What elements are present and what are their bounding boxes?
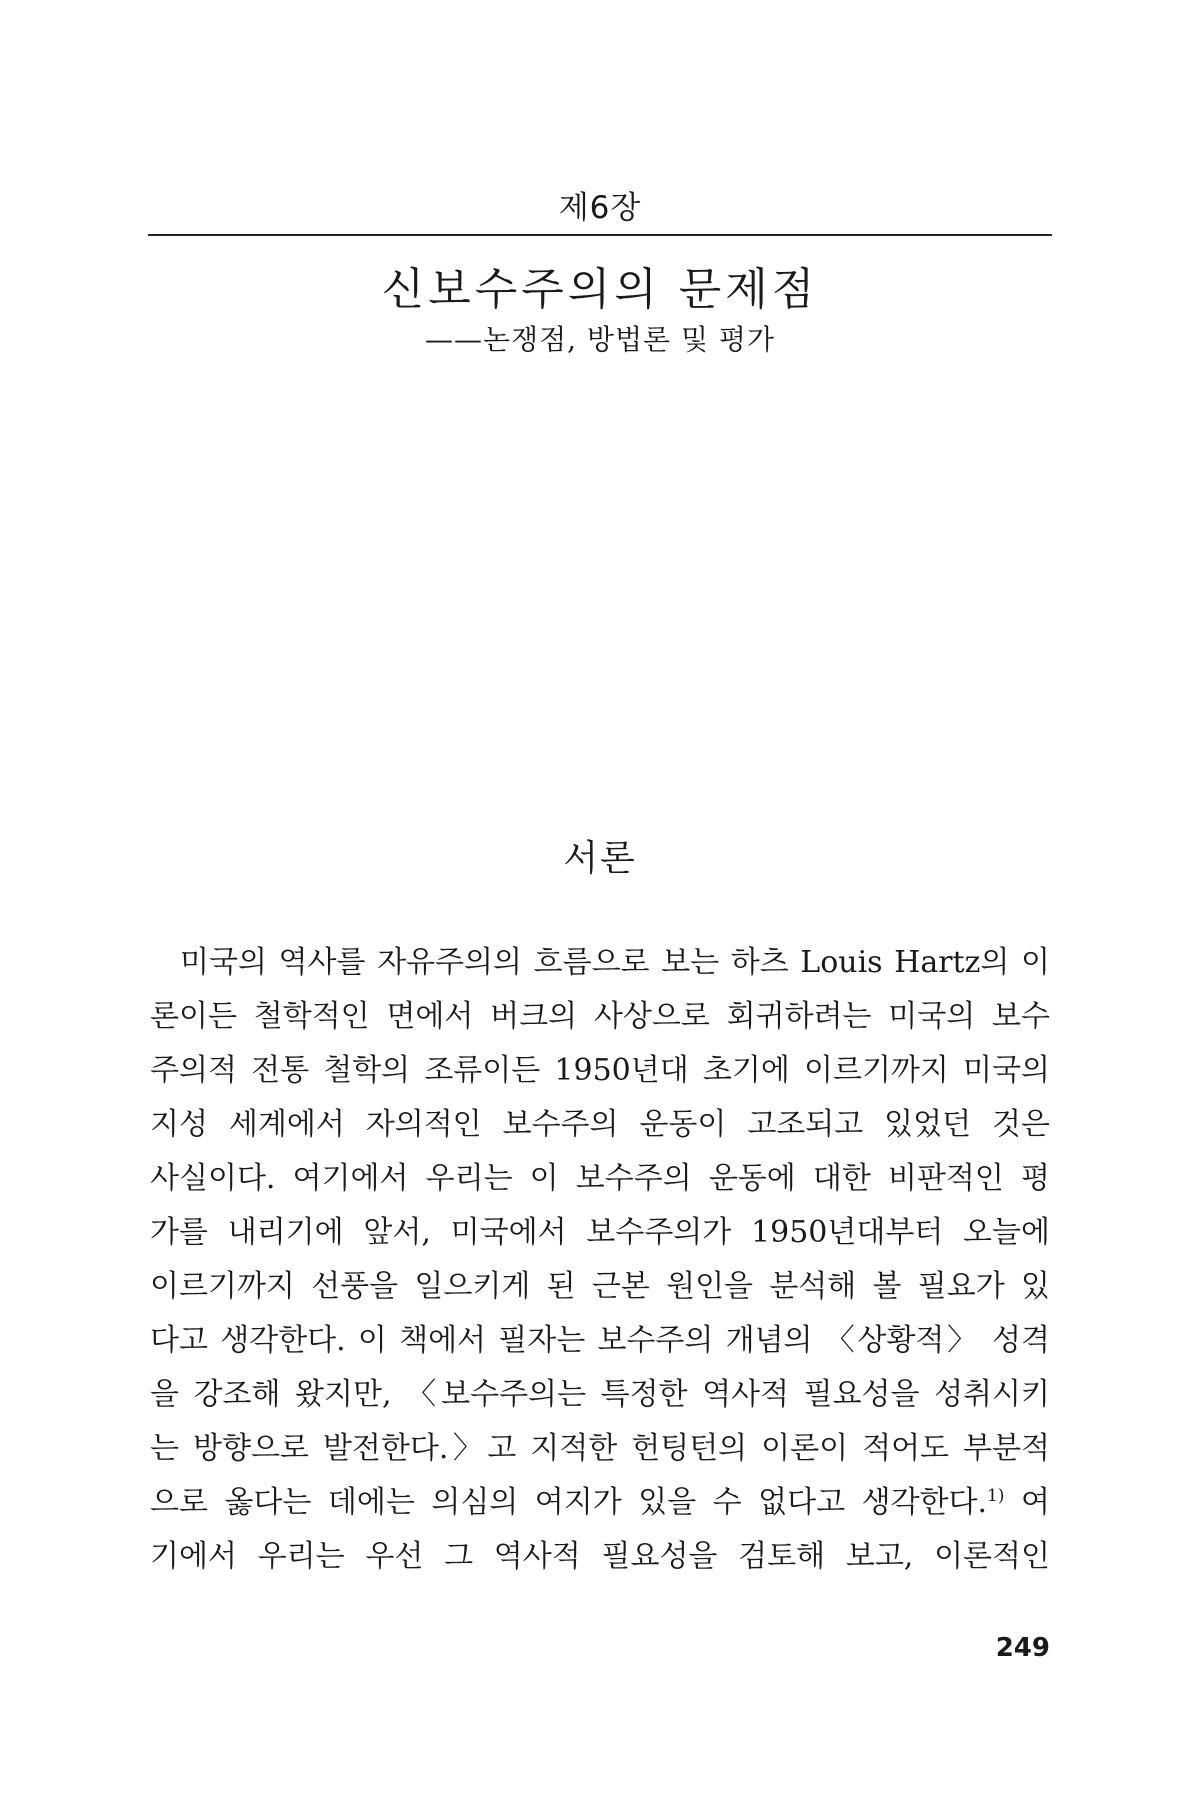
body-line: 주의적 전통 철학의 조류이든 1950년대 초기에 이르기까지 미국의 xyxy=(150,1053,1050,1088)
body-line: 이르기까지 선풍을 일으키게 된 근본 원인을 분석해 볼 필요가 있 xyxy=(150,1269,1050,1304)
chapter-divider-rule xyxy=(148,234,1052,236)
chapter-title: 신보수주의의 문제점 xyxy=(381,264,819,315)
body-line-with-footnote xyxy=(150,1476,1050,1530)
body-line: 을 강조해 왔지만, 〈보수주의는 특정한 역사적 필요성을 성취시키 xyxy=(150,1377,1050,1412)
body-line: 다고 생각한다. 이 책에서 필자는 보수주의 개념의 〈상황적〉 성격 xyxy=(150,1323,1050,1358)
chapter-label: 제6장 xyxy=(558,190,642,226)
body-line: 미국의 역사를 자유주의의 흐름으로 보는 하츠 Louis Hartz의 이 xyxy=(180,945,1050,980)
page-number: 249 xyxy=(995,1633,1050,1663)
body-line: 는 방향으로 발전한다.〉고 지적한 헌팅턴의 이론이 적어도 부분적 xyxy=(150,1431,1050,1466)
body-line: 가를 내리기에 앞서, 미국에서 보수주의가 1950년대부터 오늘에 xyxy=(150,1215,1050,1250)
body-line-tail: 여 xyxy=(1021,1485,1050,1520)
body-line: 사실이다. 여기에서 우리는 이 보수주의 운동에 대한 비판적인 평 xyxy=(150,1161,1050,1196)
chapter-subtitle: ——논쟁점, 방법론 및 평가 xyxy=(424,323,776,356)
section-heading: 서론 xyxy=(563,838,637,879)
body-line-text: 으로 옳다는 데에는 의심의 여지가 있을 수 없다고 생각한다. xyxy=(150,1485,988,1520)
footnote-marker: 1) xyxy=(987,1486,1005,1506)
body-line: 기에서 우리는 우선 그 역사적 필요성을 검토해 보고, 이론적인 xyxy=(150,1539,1050,1574)
body-line: 론이든 철학적인 면에서 버크의 사상으로 회귀하려는 미국의 보수 xyxy=(150,999,1050,1034)
body-line: 지성 세계에서 자의적인 보수주의 운동이 고조되고 있었던 것은 xyxy=(150,1107,1050,1142)
body-paragraph xyxy=(150,936,1050,1584)
